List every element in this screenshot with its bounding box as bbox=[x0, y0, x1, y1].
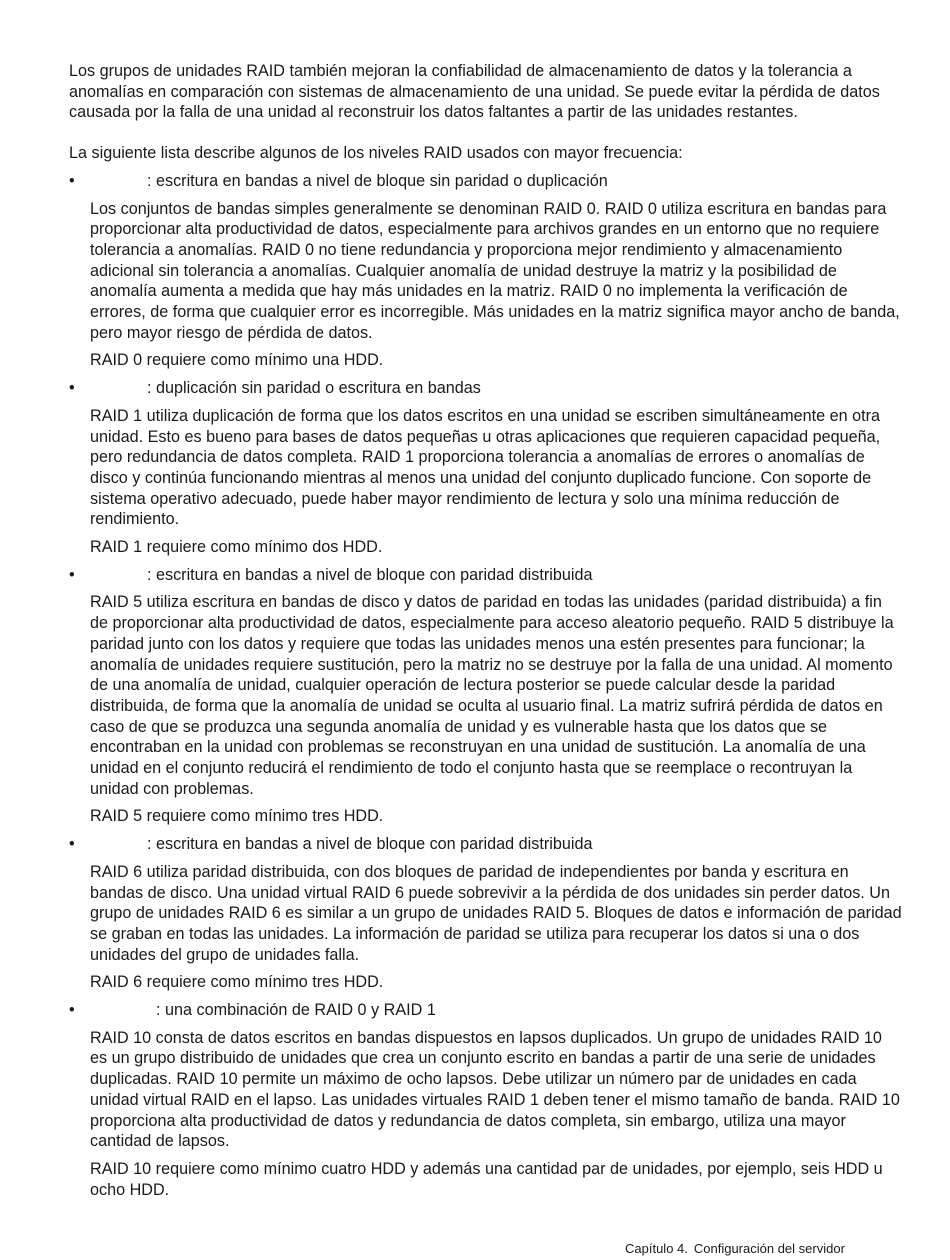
list-item-requirement: RAID 10 requiere como mínimo cuatro HDD y además una cantidad par de unidades, por ejemplo, seis HDD u ocho HDD. bbox=[90, 1159, 883, 1199]
list-item-heading bbox=[69, 834, 903, 855]
list-item-requirement: RAID 5 requiere como mínimo tres HDD. bbox=[90, 807, 384, 826]
list-item-body bbox=[90, 592, 903, 827]
list-item-description: Los conjuntos de bandas simples generalmente se denominan RAID 0. RAID 0 utiliza escritura en bandas para proporcionar alta productividad de datos, especialmente para archivos grandes en un entorno que no requiere tolerancia a anomalías. RAID 0 no tiene redundancia y proporciona mejor rendimiento y almacenamiento adicional sin tolerancia a anomalías. Cualquier anomalía de unidad destruye la matriz y la posibilidad de anomalía aumenta a medida que hay más unidades en la matriz. RAID 0 no implementa la verificación de errores, de forma que cualquier error es incorregible. Más unidades en la matriz significa mayor ancho de banda, pero mayor riesgo de pérdida de datos. bbox=[90, 199, 900, 342]
list-item-raid-0 bbox=[69, 171, 903, 371]
document-page bbox=[69, 61, 903, 1207]
list-item-term: : duplicación sin paridad o escritura en bandas bbox=[147, 379, 481, 398]
intro-paragraph: Los grupos de unidades RAID también mejoran la confiabilidad de almacenamiento de datos y la tolerancia a anomalías en comparación con sistemas de almacenamiento de una unidad. Se puede evitar la pérdida de datos causada por la falla de una unidad al reconstruir los datos faltantes a partir de las unidades restantes. bbox=[69, 62, 880, 122]
list-item-requirement: RAID 1 requiere como mínimo dos HDD. bbox=[90, 538, 383, 557]
list-item-heading bbox=[69, 171, 903, 192]
list-item-description: RAID 6 utiliza paridad distribuida, con dos bloques de paridad de independientes por banda y escritura en bandas de disco. Una unidad virtual RAID 6 puede sobrevivir a la pérdida de dos unidades sin perder datos. Un grupo de unidades RAID 6 es similar a un grupo de unidades RAID 5. Bloques de datos e información de paridad se graban en todas las unidades. La información de paridad se utiliza para recuperar los datos si una o dos unidades del grupo de unidades falla. bbox=[90, 862, 902, 964]
list-item-raid-6 bbox=[69, 834, 903, 993]
list-item-raid-10 bbox=[69, 1000, 903, 1200]
footer-title: Configuración del servidor bbox=[693, 1241, 845, 1256]
list-item-heading bbox=[69, 1000, 903, 1021]
list-item-term: : escritura en bandas a nivel de bloque con paridad distribuida bbox=[147, 835, 593, 854]
list-item-body bbox=[90, 862, 903, 993]
list-item-description: RAID 5 utiliza escritura en bandas de disco y datos de paridad en todas las unidades (paridad distribuida) a fin de proporcionar alta productividad de datos, especialmente para acceso aleatorio pequeño. RAID 5 distribuye la paridad junto con los datos y requiere que todas las unidades menos una estén presentes para funcionar; la anomalía de unidades requiere sustitución, pero la matriz no se destruye por la falla de una unidad. Al momento de una anomalía de unidad, cualquier operación de lectura posterior se puede calcular desde la paridad distribuida, de forma que la anomalía de unidad se oculta al usuario final. La matriz sufrirá pérdida de datos en caso de que se produzca una segunda anomalía de unidad y es vulnerable hasta que los datos que se encontraban en la unidad con problemas se reconstruyan en una unidad de sustitución. La anomalía de una unidad en el conjunto reducirá el rendimiento de todo el conjunto hasta que se reemplace o recontruyan la unidad con problemas. bbox=[90, 593, 894, 798]
list-item-raid-1 bbox=[69, 378, 903, 558]
list-item-heading bbox=[69, 565, 903, 586]
bullet-icon: • bbox=[69, 835, 75, 854]
list-item-heading bbox=[69, 378, 903, 399]
bullet-icon: • bbox=[69, 171, 75, 190]
bullet-icon: • bbox=[69, 1001, 75, 1020]
list-item-requirement: RAID 0 requiere como mínimo una HDD. bbox=[90, 351, 384, 370]
bullet-icon: • bbox=[69, 379, 75, 398]
list-item-term: : escritura en bandas a nivel de bloque con paridad distribuida bbox=[147, 565, 593, 584]
list-lead-paragraph: La siguiente lista describe algunos de los niveles RAID usados con mayor frecuencia: bbox=[69, 144, 683, 163]
list-item-requirement: RAID 6 requiere como mínimo tres HDD. bbox=[90, 973, 384, 992]
list-item-body bbox=[90, 1028, 903, 1201]
page-footer bbox=[625, 1241, 845, 1257]
list-item-term: : una combinación de RAID 0 y RAID 1 bbox=[156, 1001, 436, 1020]
footer-chapter: Capítulo 4. bbox=[625, 1241, 688, 1256]
list-item-description: RAID 10 consta de datos escritos en bandas dispuestos en lapsos duplicados. Un grupo de unidades RAID 10 es un grupo distribuido de unidades que crea un conjunto escrito en bandas a partir de una serie de unidades duplicadas. RAID 10 permite un máximo de ocho lapsos. Debe utilizar un número par de unidades en cada unidad virtual RAID en el lapso. Las unidades virtuales RAID 1 deben tener el mismo tamaño de banda. RAID 10 proporciona alta productividad de datos y redundancia de datos completa, sin embargo, utiliza una mayor cantidad de lapsos. bbox=[90, 1028, 900, 1151]
list-item-body bbox=[90, 199, 903, 372]
bullet-icon: • bbox=[69, 565, 75, 584]
list-item-description: RAID 1 utiliza duplicación de forma que los datos escritos en una unidad se escriben simultáneamente en otra unidad. Esto es bueno para bases de datos pequeñas u otras aplicaciones que requieren capacidad pequeña, pero redundancia de datos completa. RAID 1 proporciona tolerancia a anomalías de errores o anomalías de disco y continúa funcionando mientras al menos una unidad del conjunto duplicado funcione. Con soporte de sistema operativo adecuado, puede haber mayor rendimiento de lectura y solo una mínima reducción de rendimiento. bbox=[90, 406, 881, 529]
list-item-body bbox=[90, 406, 903, 558]
list-item-raid-5 bbox=[69, 565, 903, 827]
list-item-term: : escritura en bandas a nivel de bloque sin paridad o duplicación bbox=[147, 171, 608, 190]
